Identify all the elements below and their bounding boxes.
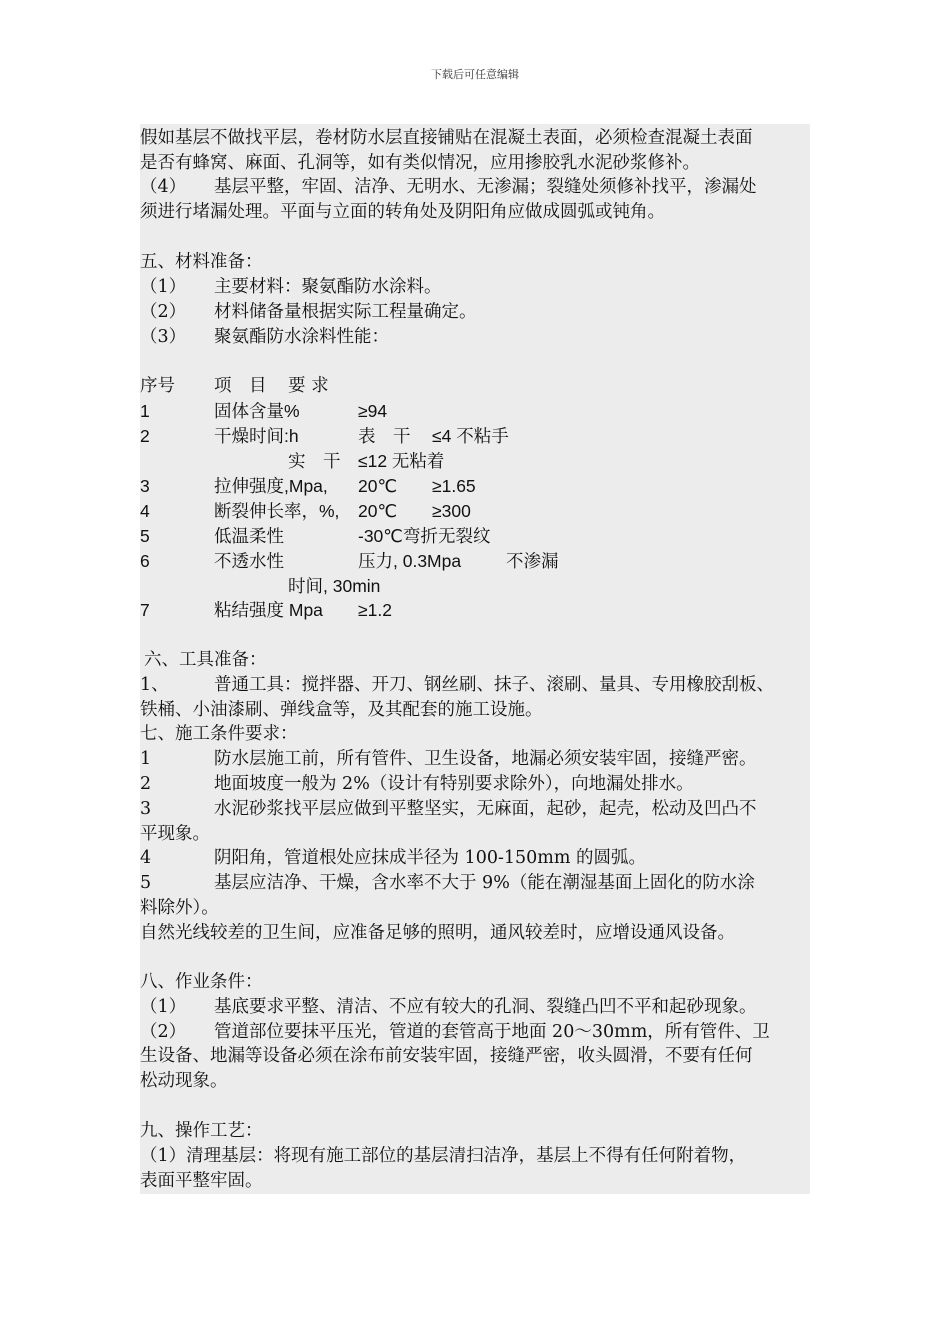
item-text: 基层应洁净、干燥，含水率不大于 9%（能在潮湿基面上固化的防水涂 — [214, 873, 755, 893]
item-number: （1） — [140, 997, 187, 1017]
row-value: 不渗漏 — [506, 551, 559, 571]
item-number: （4） — [140, 177, 187, 197]
row-no: 3 — [140, 476, 150, 496]
row-sub: 实 干 — [288, 451, 341, 471]
item-text: 主要材料：聚氨酯防水涂料。 — [214, 277, 442, 297]
item-number: （2） — [140, 1022, 187, 1042]
row-no: 2 — [140, 426, 150, 446]
item-number: （1） — [140, 277, 187, 297]
row-no: 4 — [140, 501, 150, 521]
row-value: -30℃弯折无裂纹 — [358, 526, 491, 546]
header-req: 要 求 — [288, 376, 329, 396]
item-text: 地面坡度一般为 2%（设计有特别要求除外），向地漏处排水。 — [214, 774, 694, 794]
paragraph-line: 松动现象。 — [140, 1071, 228, 1091]
row-item: 拉伸强度,Mpa, — [214, 476, 328, 496]
row-value: 表 干 — [358, 426, 411, 446]
row-item: 不透水性 — [214, 551, 284, 571]
item-text: 材料储备量根据实际工程量确定。 — [214, 302, 477, 322]
paragraph-line: 自然光线较差的卫生间，应准备足够的照明，通风较差时，应增设通风设备。 — [140, 923, 735, 943]
row-value: ≥1.2 — [358, 600, 392, 620]
row-value: 20℃ — [358, 501, 398, 521]
row-no: 5 — [140, 526, 150, 546]
item-text: 防水层施工前，所有管件、卫生设备，地漏必须安装牢固，接缝严密。 — [214, 749, 757, 769]
paragraph-line: （1）清理基层：将现有施工部位的基层清扫洁净，基层上不得有任何附着物， — [140, 1146, 747, 1166]
paragraph-line: 平现象。 — [140, 824, 210, 844]
row-no: 7 — [140, 600, 150, 620]
item-number: 1、 — [140, 675, 169, 695]
row-no: 6 — [140, 551, 150, 571]
row-item: 断裂伸长率，%, — [214, 501, 340, 521]
section-heading: 八、作业条件： — [140, 972, 263, 992]
paragraph-line: 生设备、地漏等设备必须在涂布前安装牢固，接缝严密，收头圆滑，不要有任何 — [140, 1046, 753, 1066]
row-value: 20℃ — [358, 476, 398, 496]
item-number: （3） — [140, 327, 187, 347]
paragraph-line: 是否有蜂窝、麻面、孔洞等，如有类似情况，应用掺胶乳水泥砂浆修补。 — [140, 153, 700, 173]
section-heading: 五、材料准备： — [140, 252, 263, 272]
item-text: 基层平整，牢固、洁净、无明水、无渗漏；裂缝处须修补找平，渗漏处 — [214, 177, 757, 197]
item-text: 普通工具：搅拌器、开刀、钢丝刷、抹子、滚刷、量具、专用橡胶刮板、 — [214, 675, 774, 695]
row-item: 粘结强度 Mpa — [214, 600, 323, 620]
row-item: 干燥时间:h — [214, 426, 299, 446]
row-value: ≤12 无粘着 — [358, 451, 445, 471]
row-no: 1 — [140, 401, 150, 421]
item-number: 2 — [140, 774, 152, 794]
section-heading: 七、施工条件要求： — [140, 724, 298, 744]
row-value: ≥94 — [358, 401, 388, 421]
item-text: 基底要求平整、清洁、不应有较大的孔洞、裂缝凸凹不平和起砂现象。 — [214, 997, 757, 1017]
section-heading: 九、操作工艺： — [140, 1121, 263, 1141]
row-value: ≥1.65 — [432, 476, 476, 496]
section-heading: 六、工具准备： — [144, 650, 267, 670]
item-text: 聚氨酯防水涂料性能： — [214, 327, 389, 347]
paragraph-line: 假如基层不做找平层，卷材防水层直接铺贴在混凝土表面，必须检查混凝土表面 — [140, 128, 753, 148]
page-header: 下载后可任意编辑 — [431, 68, 519, 81]
row-sub: 时间, 30min — [288, 576, 381, 596]
row-value: ≥300 — [432, 501, 471, 521]
paragraph-line: 铁桶、小油漆刷、弹线盒等，及其配套的施工设施。 — [140, 700, 543, 720]
item-number: 3 — [140, 799, 152, 819]
item-text: 管道部位要抹平压光，管道的套管高于地面 20～30mm，所有管件、卫 — [214, 1022, 770, 1042]
item-number: 5 — [140, 873, 152, 893]
item-text: 阴阳角，管道根处应抹成半径为 100-150mm 的圆弧。 — [214, 848, 647, 868]
paragraph-line: 表面平整牢固。 — [140, 1171, 263, 1191]
paragraph-line: 料除外）。 — [140, 898, 219, 918]
document-body — [140, 124, 810, 1194]
row-item: 低温柔性 — [214, 526, 284, 546]
row-value: 压力, 0.3Mpa — [358, 551, 462, 571]
item-number: 1 — [140, 749, 152, 769]
header-no: 序号 — [140, 376, 175, 396]
paragraph-line: 须进行堵漏处理。平面与立面的转角处及阴阳角应做成圆弧或钝角。 — [140, 202, 665, 222]
row-item: 固体含量% — [214, 401, 300, 421]
item-number: 4 — [140, 848, 152, 868]
row-value: ≤4 不粘手 — [432, 426, 509, 446]
item-number: （2） — [140, 302, 187, 322]
header-item: 项 目 — [214, 376, 267, 396]
item-text: 水泥砂浆找平层应做到平整坚实，无麻面，起砂，起壳，松动及凹凸不 — [214, 799, 757, 819]
